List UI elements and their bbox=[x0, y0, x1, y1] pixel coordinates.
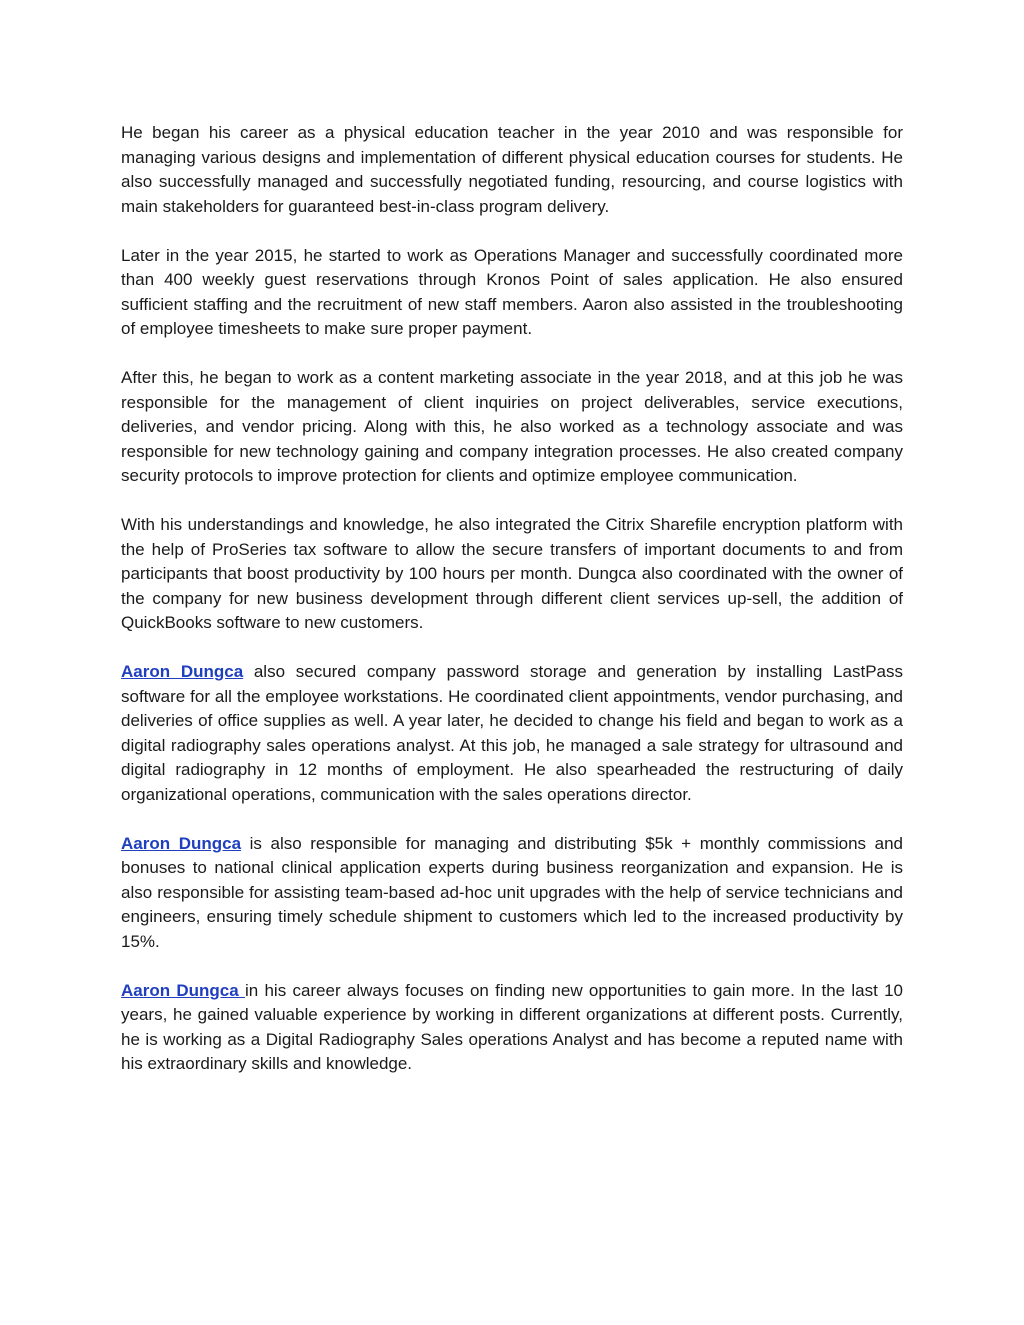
paragraph-career-focus bbox=[121, 979, 903, 1077]
paragraph-text: in his career always focuses on finding new opportunities to gain more. In the last 10 years, he gained valuable experience by working in different organizations at different posts. Currently, he is working as a Digital Radiography Sales operations Analyst and has become a reputed name with his extraordinary skills and knowledge. bbox=[121, 980, 903, 1073]
paragraph-career-start bbox=[121, 121, 903, 219]
paragraph-operations-manager bbox=[121, 244, 903, 342]
paragraph-text: also secured company password storage and generation by installing LastPass software for all the employee workstations. He coordinated client appointments, vendor purchasing, and deliveries of office supplies as well. A year later, he decided to change his field and began to work as a digital radiography sales operations analyst. At this job, he managed a sale strategy for ultrasound and digital radiography in 12 months of employment. He also spearheaded the restructuring of daily organizational operations, communication with the sales operations director. bbox=[121, 662, 903, 804]
paragraph-text: He began his career as a physical education teacher in the year 2010 and was responsible for managing various designs and implementation of different physical education courses for students. He also successfully managed and successfully negotiated funding, resourcing, and course logistics with main stakeholders for guaranteed best-in-class program delivery. bbox=[121, 123, 903, 216]
aaron-dungca-link[interactable]: Aaron Dungca bbox=[121, 980, 245, 1000]
paragraph-lastpass bbox=[121, 660, 903, 807]
document-page bbox=[121, 121, 903, 1101]
aaron-dungca-link[interactable]: Aaron Dungca bbox=[121, 662, 244, 681]
paragraph-commissions bbox=[121, 832, 903, 955]
aaron-dungca-link[interactable]: Aaron Dungca bbox=[121, 833, 242, 853]
paragraph-content-marketing bbox=[121, 366, 903, 489]
paragraph-text: Later in the year 2015, he started to work as Operations Manager and successfully coordinated more than 400 weekly guest reservations through Kronos Point of sales application. He also ensured sufficient staffing and the recruitment of new staff members. Aaron also assisted in the troubleshooting of employee timesheets to make sure proper payment. bbox=[121, 245, 903, 338]
paragraph-text: is also responsible for managing and distributing $5k + monthly commissions and bonuses to national clinical application experts during business reorganization and expansion. He is also responsible for assisting team-based ad-hoc unit upgrades with the help of service technicians and engineers, ensuring timely schedule shipment to customers which led to the increased productivity by 15%. bbox=[121, 833, 903, 951]
paragraph-citrix-integration bbox=[121, 513, 903, 636]
paragraph-text: With his understandings and knowledge, he also integrated the Citrix Sharefile encryption platform with the help of ProSeries tax software to allow the secure transfers of important documents to and from participants that boost productivity by 100 hours per month. Dungca also coordinated with the owner of the company for new business development through different client services up-sell, the addition of QuickBooks software to new customers. bbox=[121, 515, 903, 632]
paragraph-text: After this, he began to work as a content marketing associate in the year 2018, and at this job he was responsible for the management of client inquiries on project deliverables, service executions, deliveries, and vendor pricing. Along with this, he also worked as a technology associate and was responsible for new technology gaining and company integration processes. He also created company security protocols to improve protection for clients and optimize employee communication. bbox=[121, 368, 903, 485]
